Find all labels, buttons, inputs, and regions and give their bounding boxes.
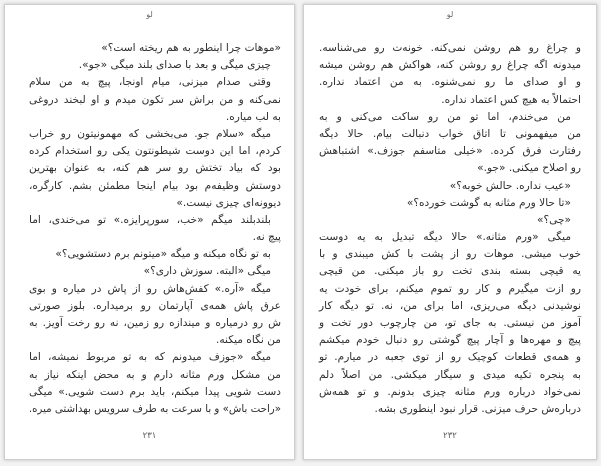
paragraph [319,195,581,212]
paragraph [319,178,581,195]
text-line: چیزی میگی و بعد با صدای بلند میگی «جو». [78,59,271,72]
text-line: آموز من نیستی. به جای تو، من چارچوب دور تخت و [319,317,581,329]
text-line: «تا حالا ورم مثانه به گوشت خورده؟» [406,196,571,209]
text-line: پیچ و مهره‌ها و آچار پیچ گوشتی رو دنبال خودم میکشم [319,334,581,347]
paragraph [29,74,281,126]
paragraph [319,229,581,418]
paragraph [319,109,581,178]
text-line: دیوونه‌ای چیزی نیست.» [176,196,281,209]
text-line: و چراغ رو هم روشن نمی‌کنه. خونه‌ت رو می‌شناسه. [319,42,581,54]
text-line: احتمالاً به هیچ کس اعتماد نداره. [441,93,581,106]
text-line: من مشکل ورم مثانه دارم و به محض اینکه نیاز به [29,368,281,381]
text-line: میدونه اگه چراغ رو روشن کنه، هواکش هم روشن میشه [319,59,581,72]
paragraph [29,40,281,57]
text-line: و همه‌ی قطعات کوچیک رو از توی جعبه در میارم. تو [319,351,581,364]
right-page [303,4,597,460]
text-line: «موهات چرا اینطور به هم ریخته است؟» [101,42,281,54]
text-line: رفتارت فرق کرده. «خیلی متاسفم جوزف.» اشتباهش [319,145,581,158]
text-line: و او صدای ما رو نمی‌شنوه. به من اعتماد نداره. [319,76,581,89]
text-line: «عیب نداره. حالش خوبه؟» [449,179,571,192]
text-line: عرق پاش همه‌ی آپارتمان رو برمیداره. بلوز صورتی [29,299,281,312]
text-line: دست شویی پیدا میکنم، باید برم دست شویی.» میگی [29,385,281,398]
paragraph [29,57,281,74]
page-header: لو [146,10,153,19]
paragraph [29,246,281,263]
text-line: من میفهمونی تا اتاق خواب دنبالت بیام. حالا دیگه [319,127,581,140]
paragraph [319,212,581,229]
text-line: من نگاه میکنه. [215,334,281,347]
text-line: به پنجره تکیه میدی و سیگار میکشی. من اصلاً دلم [319,368,581,381]
text-line: «راحت باش» و با سرعت به طرف سرویس بهداشتی میره. [28,402,281,415]
page-header: لو [446,10,454,19]
text-line: نوشیدنی دیگه می‌ریزی، اما برای من، نه. تو دیگه کار [319,299,581,312]
text-line: درباره‌ش حرف میزنی. قرار نبود اینطوری بشه. [374,402,581,415]
text-line: رو اصلاح میکنی. «جو.» [477,162,581,175]
paragraph [29,263,281,280]
paragraph [29,349,281,418]
text-line: میگی «البته. سوزش داری؟» [143,265,271,278]
text-line: نمی‌کنه و من براش سر تکون میدم و او لبخند دروغی [29,93,281,106]
text-line: رو ازت میگیرم و کار رو تموم میکنم، برای خودت یه [319,282,581,295]
left-page [4,4,295,460]
text-line: کردم، اما این دوست شیطونتون یکی رو استخدام کرده [29,145,281,158]
text-line: خوب میشی. موهات رو از پشت با کش میبندی و با [319,248,581,261]
paragraph [319,40,581,109]
text-line: یه قیچی بسته بندی تخت رو باز میکنی. من قیچی [319,265,581,278]
right-page-text [319,40,581,418]
text-line: پیچ نه. [252,231,281,244]
text-line: «چی؟» [537,213,571,226]
page-number: ۲۳۱ [142,431,157,441]
left-page-text [29,40,281,418]
text-line: من می‌خندم، اما تو من رو ساکت می‌کنی و به [319,110,571,123]
text-line: به تو نگاه میکنه و میگه «میتونم برم دستشویی؟» [55,248,271,261]
text-line: میگه «آره.» کفش‌هاش رو از پاش در میاره و بوی [29,282,271,295]
text-line: میگی «ورم مثانه.» حالا دیگه تبدیل به یه دوست [319,231,571,244]
paragraph [29,212,281,246]
page-number: ۲۳۲ [443,431,457,441]
text-line: بلندبلند میگم «خب، سورپرایزه.» تو می‌خندی، اما [29,213,271,226]
text-line: نمی‌خواد درباره ورم مثانه چیزی بدونم. و تو همه‌ش [319,385,581,398]
text-line: دوستش وظیفه‌م بود بیام اینجا مطمئن بشم. کارگره، [29,179,281,192]
paragraph [29,281,281,350]
text-line: میگه «سلام جو. می‌بخشی که مهمونیتون رو خراب [29,127,271,140]
text-line: ش رو درمیاره و میندازه رو زمین، نه رو رخت آویز. به [29,317,281,329]
paragraph [29,126,281,212]
text-line: وقتی صدام میزنی، میام اونجا، پیچ به من سلام [29,76,271,89]
text-line: میگه «جوزف میدونم که به تو مربوط نمیشه، اما [29,351,271,364]
text-line: به لب میاره. [225,110,281,123]
text-line: بود که بیاد تختش رو سر هم کنه، به عنوان بهترین [29,162,281,175]
